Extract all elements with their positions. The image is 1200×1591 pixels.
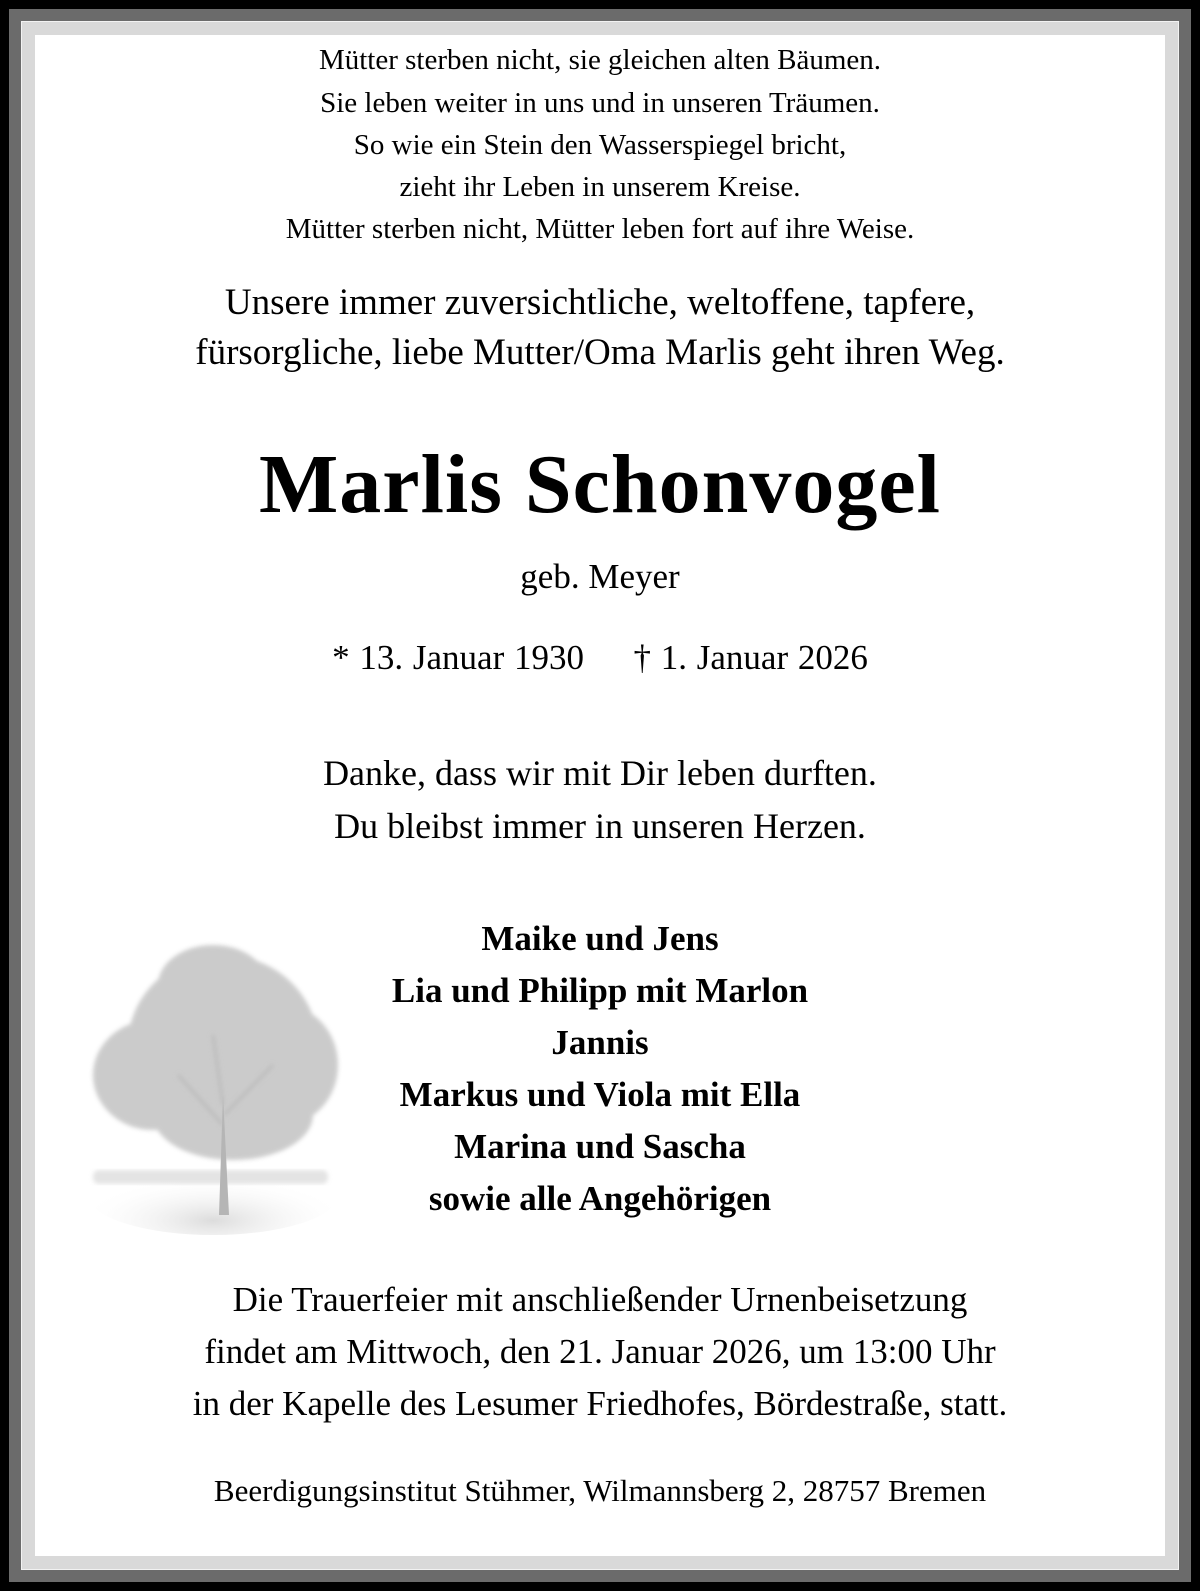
life-dates (35, 635, 1165, 681)
family-member: Jannis (551, 1023, 649, 1062)
poem-line: Mütter sterben nicht, sie gleichen alten Bäumen. (318, 44, 882, 76)
intro-line: fürsorgliche, liebe Mutter/Oma Marlis geht ihren Weg. (195, 332, 1005, 373)
ceremony-line: findet am Mittwoch, den 21. Januar 2026, um 13:00 Uhr (204, 1332, 996, 1371)
deceased-name: Marlis Schonvogel (259, 438, 941, 531)
birth-date: 13. Januar 1930 (359, 638, 584, 677)
obituary-notice (35, 35, 1165, 1556)
poem-line: Mütter sterben nicht, Mütter leben fort auf ihre Weise. (285, 213, 915, 245)
poem-line: zieht ihr Leben in unserem Kreise. (399, 171, 801, 203)
birth-name: geb. Meyer (520, 557, 680, 596)
ceremony-line: Die Trauerfeier mit anschließender Urnenbeisetzung (232, 1280, 968, 1319)
poem-line: So wie ein Stein den Wasserspiegel bricht, (353, 129, 847, 161)
family-member: Markus und Viola mit Ella (399, 1075, 801, 1114)
family-member: Marina und Sascha (454, 1127, 746, 1166)
notice-content (35, 35, 1165, 1556)
death-date: 1. Januar 2026 (660, 638, 868, 677)
thanks-line: Danke, dass wir mit Dir leben durften. (323, 753, 877, 793)
undertaker-address: Beerdigungsinstitut Stühmer, Wilmannsberg 2, 28757 Bremen (213, 1473, 987, 1508)
ceremony-line: in der Kapelle des Lesumer Friedhofes, Bördestraße, statt. (192, 1384, 1008, 1423)
family-member: Lia und Philipp mit Marlon (391, 971, 809, 1010)
thanks-line: Du bleibst immer in unseren Herzen. (334, 806, 866, 846)
cross-icon: † (633, 638, 651, 677)
poem-line: Sie leben weiter in uns und in unseren Träumen. (320, 87, 880, 119)
birth-star-icon: * (332, 638, 350, 677)
intro-line: Unsere immer zuversichtliche, weltoffene, tapfere, (224, 282, 976, 323)
family-member: sowie alle Angehörigen (428, 1179, 772, 1218)
family-member: Maike und Jens (481, 919, 719, 958)
